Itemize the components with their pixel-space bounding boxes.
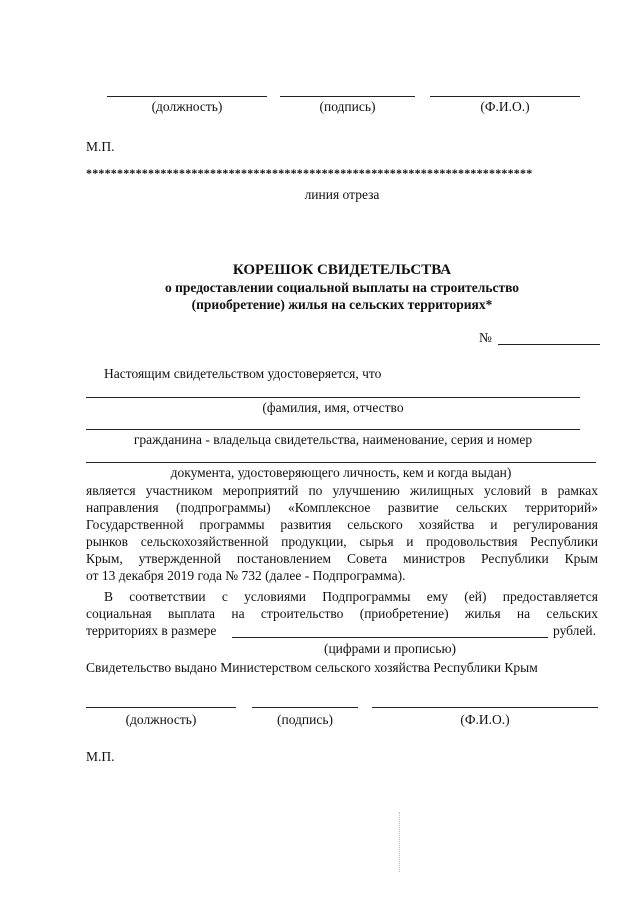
- bottom-position-label: (должность): [125, 712, 197, 727]
- paragraph1-line1: является участником мероприятий по улучшению жилищных условий в рамках: [86, 483, 598, 498]
- issued-by-text: Свидетельство выдано Министерством сельского хозяйства Республики Крым: [86, 660, 538, 675]
- top-position-line[interactable]: [107, 96, 267, 97]
- bottom-stamp-label: М.П.: [86, 749, 115, 764]
- paragraph1-line6: от 13 декабря 2019 года № 732 (далее - Подпрограмма).: [86, 568, 406, 583]
- top-name-label: (Ф.И.О.): [480, 99, 530, 114]
- cut-line-label: линия отреза: [304, 187, 380, 202]
- fio-field-line[interactable]: [86, 397, 580, 398]
- bottom-position-line[interactable]: [86, 707, 236, 708]
- amount-field-line[interactable]: [232, 637, 548, 638]
- paragraph2-line1: В соответствии с условиями Подпрограммы ему (ей) предоставляется: [104, 589, 598, 604]
- document-title: КОРЕШОК СВИДЕТЕЛЬСТВА: [232, 262, 452, 278]
- bottom-signature-line[interactable]: [252, 707, 358, 708]
- amount-caption: (цифрами и прописью): [323, 641, 457, 656]
- top-name-line[interactable]: [430, 96, 580, 97]
- top-signature-label: (подпись): [319, 99, 376, 114]
- document-subtitle-line1: о предоставлении социальной выплаты на строительство: [164, 280, 520, 295]
- intro-text: Настоящим свидетельством удостоверяется, что: [104, 366, 382, 381]
- document-caption: документа, удостоверяющего личность, кем и когда выдан): [170, 465, 512, 480]
- top-position-label: (должность): [151, 99, 223, 114]
- paragraph1-line5: Крым, утвержденной постановлением Совета министров Республики Крым: [86, 551, 598, 566]
- certificate-number-field[interactable]: [498, 344, 600, 345]
- bottom-name-label: (Ф.И.О.): [460, 712, 510, 727]
- paragraph1-line3: Государственной программы развития сельского хозяйства и регулирования: [86, 517, 598, 532]
- bottom-signature-label: (подпись): [276, 712, 334, 727]
- paragraph1-line2: направления (подпрограммы) «Комплексное развитие сельских территорий»: [86, 500, 598, 515]
- citizen-field-line[interactable]: [86, 429, 580, 430]
- paragraph1-line4: рынков сельскохозяйственной продукции, сырья и продовольствия Республики: [86, 534, 598, 549]
- top-signature-line[interactable]: [280, 96, 415, 97]
- citizen-caption: гражданина - владельца свидетельства, наименование, серия и номер: [133, 432, 533, 447]
- document-field-line[interactable]: [86, 462, 596, 463]
- scan-artifact: [399, 812, 401, 872]
- paragraph2-line3-suffix: рублей.: [553, 623, 597, 638]
- cut-line-stars: ************************************************************************: [86, 166, 533, 180]
- document-subtitle-line2: (приобретение) жилья на сельских территориях*: [191, 297, 493, 312]
- paragraph2-line2: социальная выплата на строительство (приобретение) жилья на сельских: [86, 606, 598, 621]
- bottom-name-line[interactable]: [372, 707, 598, 708]
- number-sign: №: [479, 330, 492, 345]
- fio-caption: (фамилия, имя, отчество: [262, 400, 404, 415]
- paragraph2-line3-prefix: территориях в размере: [86, 623, 217, 638]
- top-stamp-label: М.П.: [86, 139, 115, 154]
